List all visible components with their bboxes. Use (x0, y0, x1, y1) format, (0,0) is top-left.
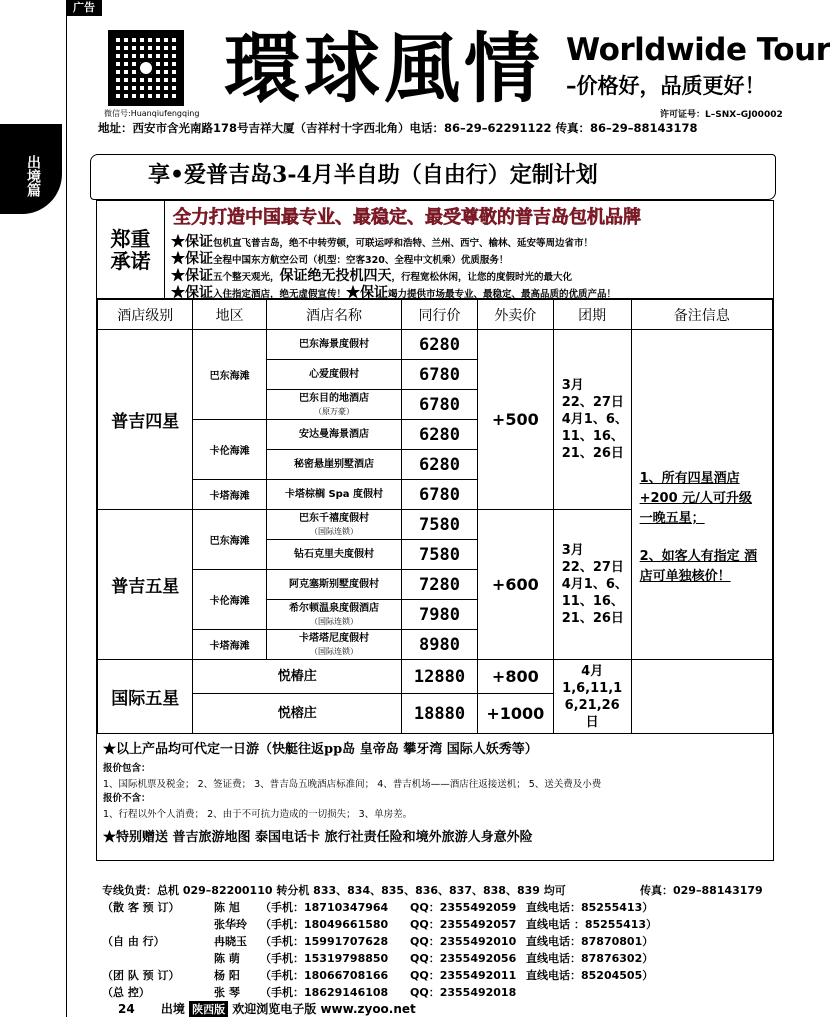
page-number: 24 (118, 1002, 135, 1016)
departure-dates: 3月 22、27日 4月1、6、 11、16、 21、26日 (553, 510, 631, 660)
ad-tag: 广告 (66, 0, 102, 16)
column-header: 同行价 (402, 300, 478, 330)
departure-dates: 3月 22、27日 4月1、6、 11、16、 21、26日 (553, 330, 631, 510)
column-header: 酒店名称 (266, 300, 401, 330)
special-gift: ★特别赠送 普吉旅游地图 泰国电话卡 旅行社责任险和境外旅游人身意外险 (103, 830, 533, 845)
trade-price: 8980 (402, 630, 478, 660)
trade-price: 6280 (402, 330, 478, 360)
contact-row: 张华玲 （手机：18049661580 QQ：2355492057 直线电话 ：85255413） (214, 918, 658, 931)
hotel-name: 卡塔塔尼度假村 （国际连锁） (266, 630, 401, 660)
column-header: 地区 (193, 300, 267, 330)
trade-price: 6780 (402, 390, 478, 420)
excursion-note: ★以上产品均可代定一日游（快艇往返pp岛 皇帝岛 攀牙湾 国际人妖秀等） (103, 742, 538, 757)
retail-markup: +800 (477, 660, 553, 694)
brand-logo: 環球風情 (224, 24, 544, 113)
table-row (98, 660, 773, 694)
hotel-area: 卡伦海滩 (193, 570, 267, 630)
hotel-name: 巴东海景度假村 (266, 330, 401, 360)
note-custom-hotel: 2、如客人有指定 酒店可单独核价！ (639, 548, 758, 584)
departure-dates: 4月 1,6,11,1 6,21,26 日 (553, 660, 631, 734)
hotel-name: 钻石克里夫度假村 (266, 540, 401, 570)
hotel-area: 卡伦海滩 (193, 420, 267, 480)
promise-headline: 全力打造中国最专业、最稳定、最受尊敬的普吉岛包机品牌 (173, 207, 641, 228)
wechat-id: 微信号:Huanqiufengqing (104, 109, 200, 118)
hotel-name: 巴东目的地酒店 （原万豪） (266, 390, 401, 420)
remarks-empty (631, 660, 772, 734)
contact-row: （散 客 预 订） 陈 旭 （手机：18710347964 QQ：2355492059 直线电话：85255413） (102, 901, 654, 914)
price-includes: 1、国际机票及税金； 2、签证费； 3、普吉岛五晚酒店标准间； 4、普吉机场——酒店往返接送机； 5、送关费及小费 (103, 779, 602, 790)
note-upgrade: 1、所有四星酒店+200 元/人可升级一晚五星； (639, 470, 752, 526)
hotel-level: 国际五星 (98, 660, 193, 734)
column-header: 团期 (553, 300, 631, 330)
trade-price: 6780 (402, 480, 478, 510)
price-table (97, 299, 773, 734)
hotel-name: 巴东千禧度假村 （国际连锁） (266, 510, 401, 540)
retail-markup: +500 (477, 330, 553, 510)
hotel-area: 卡塔海滩 (193, 630, 267, 660)
trade-price: 6780 (402, 360, 478, 390)
fax: 传真：029–88143179 (640, 884, 763, 897)
retail-markup: +1000 (477, 694, 553, 734)
page-footer (118, 1000, 416, 1017)
trade-price: 18880 (402, 694, 478, 734)
retail-markup: +600 (477, 510, 553, 660)
hotel-name: 希尔顿温泉度假酒店 （国际连锁） (266, 600, 401, 630)
contact-row: （总 控） 张 琴 （手机：18629146108 QQ：2355492018 (102, 986, 517, 999)
hotel-name: 悦榕庄 (193, 694, 402, 734)
trade-price: 7280 (402, 570, 478, 600)
promise-line: ★保证全程中国东方航空公司（机型：空客320、全程中文机乘）优质服务！ (171, 251, 509, 267)
brand-slogan: –价格好，品质更好！ (566, 74, 766, 98)
hotel-level: 普吉四星 (98, 330, 193, 510)
trade-price: 7980 (402, 600, 478, 630)
column-header: 酒店级别 (98, 300, 193, 330)
product-panel (96, 200, 774, 861)
hotel-level: 普吉五星 (98, 510, 193, 660)
hotel-name: 心爱度假村 (266, 360, 401, 390)
trade-price: 6280 (402, 450, 478, 480)
remarks (631, 330, 772, 660)
hotel-name: 悦椿庄 (193, 660, 402, 694)
page-title: 享•爱普吉岛3-4月半自助（自由行）定制计划 (148, 162, 598, 188)
hotel-name: 阿克塞斯别墅度假村 (266, 570, 401, 600)
contact-row: 陈 萌 （手机：15319798850 QQ：2355492056 直线电话：87876302） (214, 952, 654, 965)
trade-price: 12880 (402, 660, 478, 694)
qr-code-icon (108, 30, 184, 106)
table-row (98, 330, 773, 360)
footer-section: 出境 (160, 1002, 185, 1016)
hotel-area: 巴东海滩 (193, 510, 267, 570)
price-excludes: 1、行程以外个人消费； 2、由于不可抗力造成的一切损失； 3、单房差。 (103, 809, 413, 820)
column-header: 备注信息 (631, 300, 772, 330)
license-number: 许可证号：L–SNX–GJ00002 (660, 110, 783, 120)
promise-label: 郑重承诺 (97, 201, 165, 299)
terms-section (97, 734, 773, 860)
promise-line: ★保证包机直飞普吉岛，绝不中转劳顿，可联运呼和浩特、兰州、西宁、榆林、延安等周边省市！ (171, 234, 594, 250)
trade-price: 7580 (402, 540, 478, 570)
hotel-name: 秘密悬崖别墅酒店 (266, 450, 401, 480)
trade-price: 7580 (402, 510, 478, 540)
price-includes-label: 报价包含： (103, 763, 151, 774)
hotel-name: 卡塔棕榈 Spa 度假村 (266, 480, 401, 510)
hotel-name: 安达曼海景酒店 (266, 420, 401, 450)
contact-row: （团 队 预 订） 杨 阳 （手机：18066708166 QQ：2355492011 直线电话：85204505） (102, 969, 654, 982)
table-header-row (98, 300, 773, 330)
company-address: 地址：西安市含光南路178号吉祥大厦（吉祥村十字西北角）电话：86–29–62291122 传真：86–29–88143178 (98, 121, 698, 135)
price-excludes-label: 报价不含： (103, 793, 151, 804)
hotline: 专线负责：总机 029–82200110 转分机 833、834、835、836、837、838、839 均可 (102, 884, 566, 897)
promise-line: ★保证入住指定酒店，绝无虚假宣传！★保证竭力提供市场最专业、最稳定、最高品质的优质产品！ (171, 285, 617, 301)
promise-line: ★保证五个整天观光，保证绝无投机四天，行程宽松休闲，让您的度假时光的最大化 (171, 268, 573, 284)
column-header: 外卖价 (477, 300, 553, 330)
hotel-area: 巴东海滩 (193, 330, 267, 420)
trade-price: 6280 (402, 420, 478, 450)
contact-row: （自 由 行） 冉晓玉 （手机：15991707628 QQ：2355492010 直线电话：87870801） (102, 935, 654, 948)
edition-badge: 陕西版 (189, 1001, 228, 1017)
section-tab: 出境篇 (0, 124, 62, 214)
hotel-area: 卡塔海滩 (193, 480, 267, 510)
promise-section (97, 201, 773, 299)
brand-english: Worldwide Tour (566, 32, 830, 68)
website-link[interactable]: 欢迎浏览电子版 www.zyoo.net (232, 1002, 416, 1016)
